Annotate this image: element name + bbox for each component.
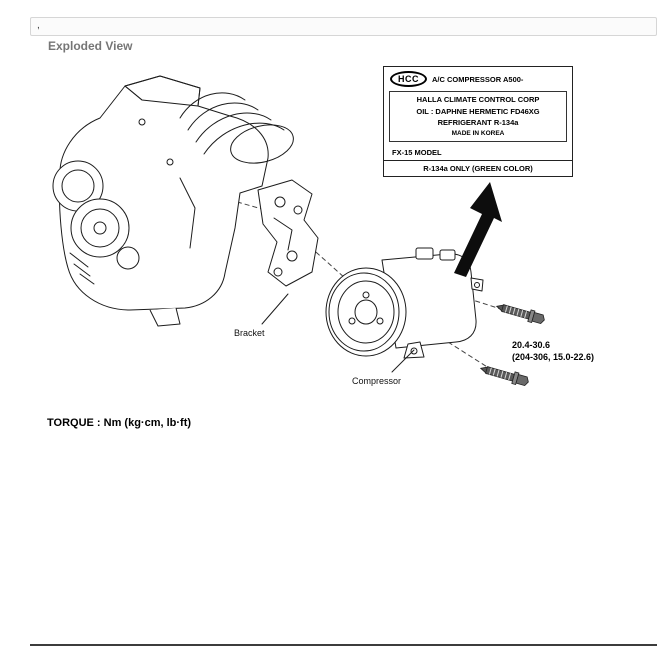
bottom-divider [30,644,657,646]
label-header-row [384,67,572,89]
compressor-label: Compressor [352,376,402,386]
exploded-view-diagram [30,58,630,428]
bolt-torque-value-line2: (204-306, 15.0-22.6) [512,352,595,362]
bracket-illustration [258,180,318,286]
label-company: HALLA CLIMATE CONTROL CORP [416,95,540,104]
compressor-spec-label [383,66,573,177]
pointer-arrow [454,182,502,277]
bolt-torque-value-line1: 20.4-30.6 [512,340,551,350]
bolt-lower-illustration [479,363,530,388]
label-oil: OIL : DAPHNE HERMETIC FD46XG [416,106,540,116]
top-toolbar-text: , [37,20,40,31]
bolt-upper-illustration [495,301,546,326]
label-origin: MADE IN KOREA [451,129,505,137]
label-title: A/C COMPRESSOR A500- [432,74,524,84]
label-refrigerant: REFRIGERANT R-134a [437,118,519,128]
label-model: FX-15 MODEL [392,147,442,157]
label-refrigerant-note: R-134a ONLY (GREEN COLOR) [384,160,572,176]
page-title: Exploded View [48,39,133,53]
top-toolbar-input[interactable] [30,17,657,36]
bracket-label: Bracket [234,328,265,338]
hcc-logo: HCC [390,71,427,87]
torque-units-note: TORQUE : Nm (kg·cm, lb·ft) [47,417,192,429]
label-spec-block [389,91,567,142]
